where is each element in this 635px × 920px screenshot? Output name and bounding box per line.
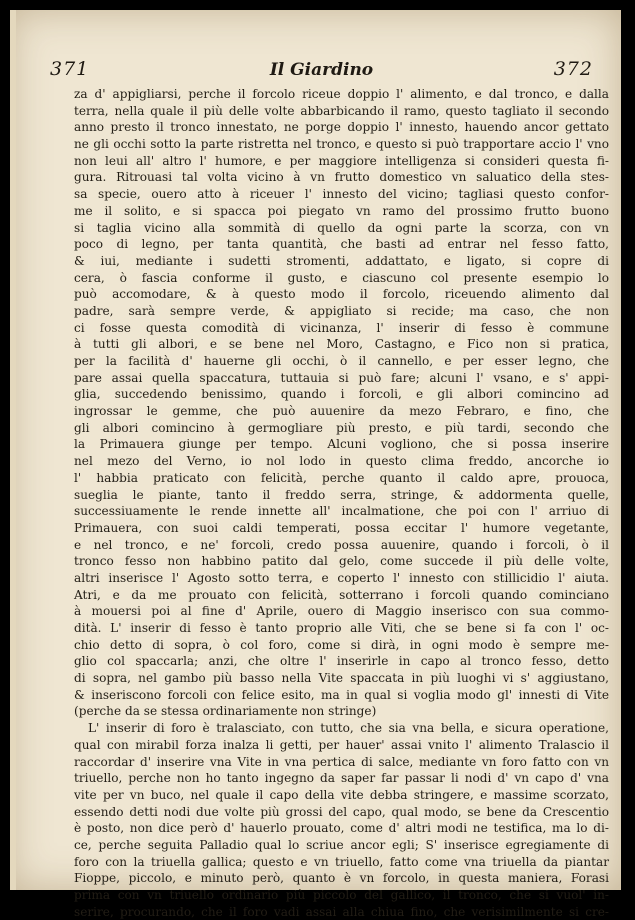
- text-line: Primauera, con suoi caldi temperati, possa eccitar l' humore vegetante,: [74, 520, 609, 535]
- text-line: Fioppe, piccolo, e minuto però, quanto è vn forcolo, in questa maniera, Forasi: [74, 871, 609, 886]
- running-title: Il Giardino: [269, 60, 374, 80]
- right-page-number: 372: [553, 58, 593, 80]
- text-line: & inseriscono forcoli con felice esito, ma in qual si voglia modo gl' innesti di Vite: [74, 687, 609, 702]
- text-line: L' inserir di foro è tralasciato, con tutto, che sia vna bella, e sicura operatione,: [88, 721, 609, 736]
- text-line: sueglia le piante, tanto il freddo serra, stringe, & addormenta quelle,: [74, 487, 609, 502]
- text-line: cera, ò fascia conforme il gusto, e ciascuno col presente esempio lo: [74, 270, 609, 285]
- left-page-number: 371: [50, 58, 90, 80]
- text-line: (perche da se stessa ordinariamente non stringe): [74, 704, 377, 719]
- text-line: sa specie, ouero atto à riceuer l' innesto del vicino; tagliasi questo confor-: [74, 187, 609, 202]
- text-line: dità. L' inserir di fesso è tanto proprio alle Viti, che se bene si fa con l' oc-: [74, 621, 609, 635]
- text-line: gli albori comincino à germogliare più presto, e più tardi, secondo che: [74, 420, 609, 435]
- text-line: e nel tronco, e ne' forcoli, credo possa auuenire, quando i forcoli, ò il: [74, 537, 609, 552]
- text-line: l' habbia praticato con felicità, perche quanto il caldo apre, prouoca,: [74, 470, 609, 485]
- text-line: ingrossar le gemme, che può auuenire da mezo Febraro, e fino, che: [74, 404, 609, 419]
- text-line: foro con la triuella gallica; questo e vn triuello, fatto come vna triuella da piantar: [74, 854, 609, 869]
- text-line: za d' appigliarsi, perche il forcolo riceue doppio l' alimento, e dal tronco, e dalla: [74, 87, 609, 101]
- text-line: ci fosse questa comodità di vicinanza, l' inserir di fesso è commune: [74, 320, 609, 335]
- text-line: à mouersi poi al fine d' Aprile, ouero di Maggio inserisco con sua commo-: [74, 604, 609, 619]
- text-line: raccordar d' inserire vna Vite in vna pertica di salce, mediante vn foro fatto con vn: [74, 754, 609, 769]
- text-line: ne gli occhi sotto la parte ristretta nel tronco, e questo si può trapportare accio l' vno: [74, 137, 609, 152]
- text-line: può accomodare, & à questo modo il forcolo, riceuendo alimento dal: [74, 287, 609, 302]
- text-line: gura. Ritrouasi tal volta vicino à vn frutto domestico vn saluatico della stes-: [74, 170, 609, 185]
- text-line: non leui all' altro l' humore, e per maggiore intelligenza si consideri questa fi-: [74, 153, 609, 168]
- text-line: si taglia vicino alla sommità di quello da ogni parte la scorza, con vn: [74, 220, 609, 235]
- running-header: [50, 58, 593, 84]
- text-line: vite per vn buco, nel quale il capo della vite debba stringere, e massime scorzato,: [74, 787, 609, 802]
- text-line: & iui, mediante i sudetti stromenti, addattato, e ligato, si copre di: [74, 253, 609, 268]
- text-line: qual con mirabil forza inalza li getti, per hauer' assai vnito l' alimento Tralascio il: [74, 737, 609, 752]
- text-line: per la facilità d' hauerne gli occhi, ò il cannello, e per esser legno, che: [74, 354, 609, 368]
- text-line: nel mezo del Verno, io nol lodo in questo clima freddo, ancorche io: [74, 454, 609, 469]
- text-line: me il solito, e si spacca poi piegato vn ramo del prossimo frutto buono: [74, 203, 609, 218]
- text-line: Atri, e da me prouato con felicità, sotterrano i forcoli quando cominciano: [74, 587, 609, 602]
- text-line: anno presto il tronco innestato, ne porge doppio l' innesto, hauendo ancor gettato: [74, 120, 609, 135]
- text-line: tronco fesso non habbino patito dal gelo, come succede il più delle volte,: [74, 554, 609, 569]
- text-line: di sopra, nel gambo più basso nella Vite spaccata in più luoghi vi s' aggiustano,: [74, 671, 609, 686]
- text-line: prima con vn triuello ordinario più piccolo del gallico, il tronco, che si vuol' in-: [74, 888, 609, 902]
- text-line: successiuamente le rende innette all' incalmatione, che poi con l' arriuo di: [74, 504, 609, 519]
- text-line: à tutti gli albori, e se bene nel Moro, Castagno, e Fico non si pratica,: [74, 337, 609, 352]
- text-line: ce, perche seguita Palladio qual lo scriue ancor egli; S' inserisce egregiamente di: [74, 837, 609, 852]
- text-line: padre, sarà sempre verde, & appigliato si recide; ma caso, che non: [74, 303, 609, 318]
- text-line: triuello, perche non ho tanto ingegno da saper far passar li nodi d' vn capo d' vna: [74, 771, 609, 786]
- text-line: essendo detti nodi due volte più grossi del capo, qual modo, se bene da Crescentio: [74, 804, 609, 819]
- body-text: [74, 86, 609, 920]
- text-line: è posto, non dice però d' hauerlo prouato, come d' altri modi ne testifica, ma lo di-: [74, 821, 609, 836]
- text-line: chio detto di sopra, ò col foro, come si dirà, in ogni modo è sempre me-: [74, 637, 609, 652]
- text-line: glio col spaccarla; anzi, che oltre l' inserirle in capo al tronco fesso, detto: [74, 654, 609, 669]
- text-line: terra, nella quale il più delle volte abbarbicando il ramo, questo tagliato il secondo: [74, 103, 609, 118]
- text-line: serire, procurando, che il foro vadi assai alla chiua fino, che verisimilmente si cre-: [74, 904, 609, 919]
- text-line: poco di legno, per tanta quantità, che basti ad entrar nel fesso fatto,: [74, 237, 609, 252]
- page-gutter: [10, 10, 16, 890]
- text-line: altri inserisce l' Agosto sotto terra, e coperto l' innesto con stillicidio l' aiuta.: [74, 570, 609, 585]
- text-line: pare assai quella spaccatura, tuttauia si può fare; alcuni l' vsano, e s' appi-: [74, 370, 609, 385]
- text-line: la Primauera giunge per tempo. Alcuni vogliono, che si possa inserire: [74, 437, 609, 452]
- text-line: glia, succedendo benissimo, quando i forcoli, e gli albori comincino ad: [74, 387, 609, 402]
- book-page: [10, 10, 621, 919]
